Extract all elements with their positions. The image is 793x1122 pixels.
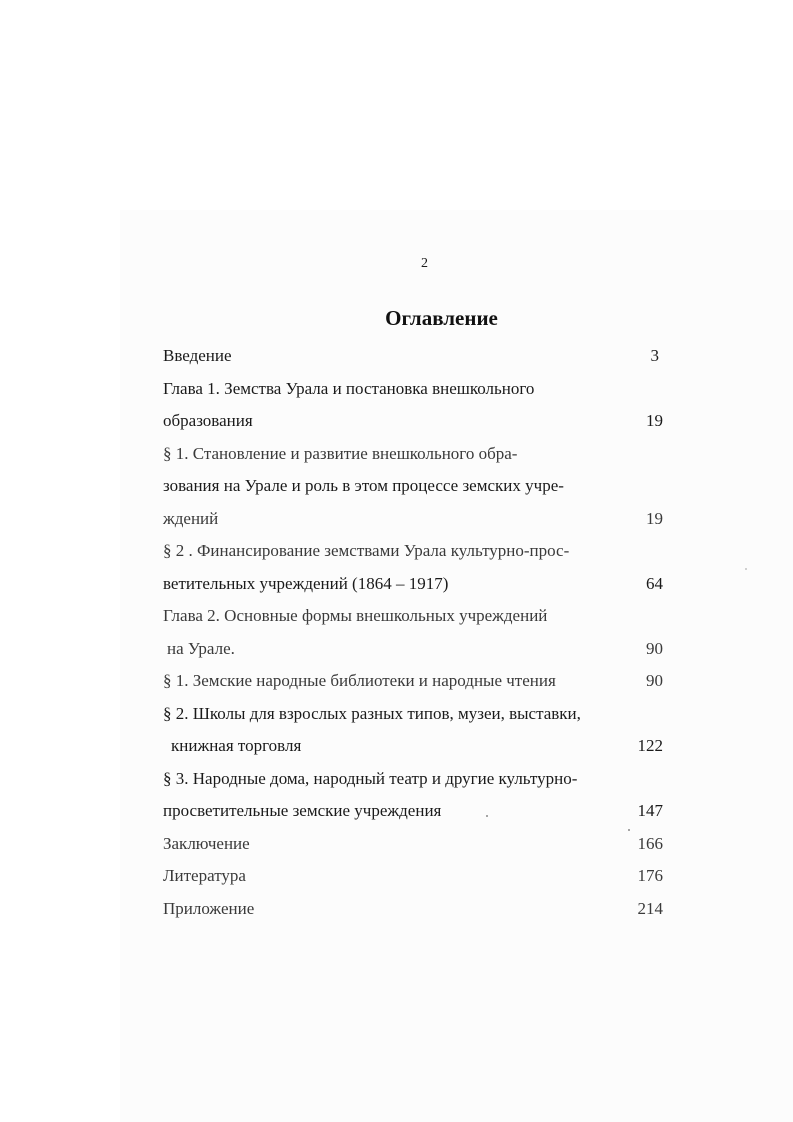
toc-entry-literature <box>163 860 673 893</box>
toc-entry-text: ветительных учреждений (1864 – 1917) <box>163 573 449 593</box>
toc-entry-text: § 1. Земские народные библиотеки и народные чтения <box>163 671 556 690</box>
toc-entry-page: 166 <box>637 833 663 853</box>
page-number: 2 <box>421 256 428 271</box>
toc-entry-chapter-2-cont <box>163 633 673 666</box>
toc-entry-ch1-sec2 <box>163 535 673 568</box>
toc-entry-text: просветительные земские учреждения <box>163 801 442 820</box>
toc-entry-ch2-sec1 <box>163 665 673 698</box>
toc-entry-page: 90 <box>646 671 663 690</box>
toc-entry-page: 19 <box>646 508 663 528</box>
toc-entry-ch2-sec2 <box>163 698 673 731</box>
toc-entry-text: Приложение <box>163 898 255 918</box>
toc-entry-chapter-1 <box>163 373 673 406</box>
scan-speck <box>486 815 488 817</box>
toc-entry-appendix <box>163 893 673 926</box>
toc-entry-text: на Урале. <box>167 638 235 658</box>
toc-entry-ch1-sec2-cont <box>163 568 673 601</box>
toc-entry-text: § 1. Становление и развитие внешкольного обра- <box>163 443 518 463</box>
toc-entry-ch1-sec1 <box>163 438 673 471</box>
toc-entry-chapter-2 <box>163 600 673 633</box>
toc-entry-page: 90 <box>646 638 663 658</box>
toc-entry-chapter-1-cont <box>163 405 673 438</box>
toc-entry-text: книжная торговля <box>171 736 302 755</box>
scan-speck <box>628 829 630 831</box>
scan-speck <box>745 568 747 570</box>
toc-entry-text: § 2 . Финансирование земствами Урала культурно-прос- <box>163 541 570 560</box>
toc-entry-ch2-sec3-cont <box>163 795 673 828</box>
toc-entry-page: 122 <box>637 736 663 755</box>
toc-entry-ch2-sec2-cont <box>163 730 673 763</box>
table-of-contents <box>163 340 673 925</box>
toc-entry-page: 147 <box>637 801 663 820</box>
toc-entry-page: 64 <box>646 573 663 593</box>
toc-entry-text: Заключение <box>163 833 250 853</box>
toc-title: Оглавление <box>385 306 498 330</box>
toc-entry-text: зования на Урале и роль в этом процессе земских учре- <box>163 476 564 495</box>
toc-entry-conclusion <box>163 828 673 861</box>
toc-entry-page: 214 <box>637 898 663 918</box>
toc-entry-text: Литература <box>163 866 246 885</box>
toc-entry-text: § 3. Народные дома, народный театр и другие культурно- <box>163 768 578 788</box>
toc-entry-text: Глава 2. Основные формы внешкольных учреждений <box>163 606 548 625</box>
toc-entry-text: образования <box>163 411 253 430</box>
toc-entry-text: ждений <box>163 508 219 528</box>
toc-entry-ch2-sec3 <box>163 763 673 796</box>
toc-entry-ch1-sec1-cont <box>163 470 673 503</box>
toc-entry-page: 176 <box>637 866 663 885</box>
toc-entry-text: Введение <box>163 346 232 365</box>
toc-entry-introduction <box>163 340 673 373</box>
toc-entry-ch1-sec1-end <box>163 503 673 536</box>
toc-entry-text: Глава 1. Земства Урала и постановка внешкольного <box>163 378 535 398</box>
toc-entry-page: 19 <box>646 411 663 430</box>
toc-entry-text: § 2. Школы для взрослых разных типов, музеи, выставки, <box>163 703 581 723</box>
toc-entry-page: 3 <box>650 346 659 365</box>
